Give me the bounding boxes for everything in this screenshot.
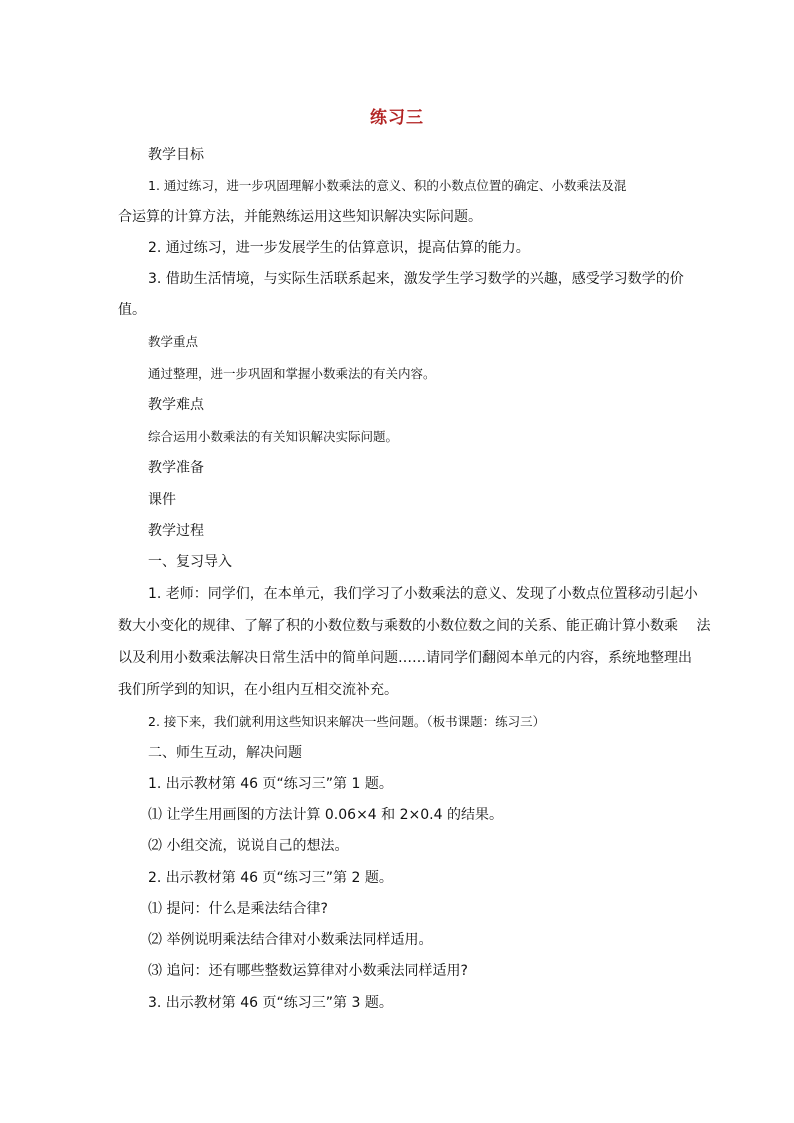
exercise-2-step-1: ⑴ 提问：什么是乘法结合律? (148, 901, 328, 917)
review-1-line-3: 以及利用小数乘法解决日常生活中的简单问题……请同学们翻阅本单元的内容，系统地整理出 (118, 650, 692, 666)
section-2-heading: 二、师生互动，解决问题 (148, 745, 302, 761)
review-1-line-4: 我们所学到的知识，在小组内互相交流补充。 (118, 682, 398, 698)
preparation-text: 课件 (148, 492, 176, 508)
goal-2: 2. 通过练习，进一步发展学生的估算意识，提高估算的能力。 (148, 240, 530, 256)
exercise-1-step-1: ⑴ 让学生用画图的方法计算 0.06×4 和 2×0.4 的结果。 (148, 807, 503, 823)
goal-1-line-2: 合运算的计算方法，并能熟练运用这些知识解决实际问题。 (118, 209, 482, 225)
section-1-heading: 一、复习导入 (148, 554, 232, 570)
heading-teaching-goals: 教学目标 (148, 147, 204, 163)
key-points-text: 通过整理，进一步巩固和掌握小数乘法的有关内容。 (148, 366, 436, 381)
goal-3-line-2: 值。 (118, 302, 146, 318)
exercise-2-step-3: ⑶ 追问：还有哪些整数运算律对小数乘法同样适用? (148, 963, 468, 979)
review-1-line-2: 数大小变化的规律、了解了积的小数位数与乘数的小数位数之间的关系、能正确计算小数乘 法 (118, 618, 711, 634)
review-1-line-1: 1. 老师：同学们，在本单元，我们学习了小数乘法的意义、发现了小数点位置移动引起小 (148, 586, 698, 602)
review-2: 2. 接下来，我们就利用这些知识来解决一些问题。（板书课题：练习三） (148, 714, 546, 729)
heading-preparation: 教学准备 (148, 460, 204, 476)
exercise-1-step-2: ⑵ 小组交流，说说自己的想法。 (148, 838, 349, 854)
exercise-2-step-2: ⑵ 举例说明乘法结合律对小数乘法同样适用。 (148, 932, 433, 948)
heading-difficulties: 教学难点 (148, 397, 204, 413)
goal-1-line-1: 1. 通过练习，进一步巩固理解小数乘法的意义、积的小数点位置的确定、小数乘法及混 (148, 178, 627, 193)
exercise-1: 1. 出示教材第 46 页“练习三”第 1 题。 (148, 776, 393, 792)
difficulties-text: 综合运用小数乘法的有关知识解决实际问题。 (148, 429, 399, 444)
heading-key-points: 教学重点 (148, 334, 199, 349)
goal-3-line-1: 3. 借助生活情境，与实际生活联系起来，激发学生学习数学的兴趣，感受学习数学的价 (148, 271, 684, 287)
page-title: 练习三 (370, 108, 424, 128)
exercise-3: 3. 出示教材第 46 页“练习三”第 3 题。 (148, 995, 393, 1011)
exercise-2: 2. 出示教材第 46 页“练习三”第 2 题。 (148, 870, 393, 886)
heading-process: 教学过程 (148, 523, 204, 539)
